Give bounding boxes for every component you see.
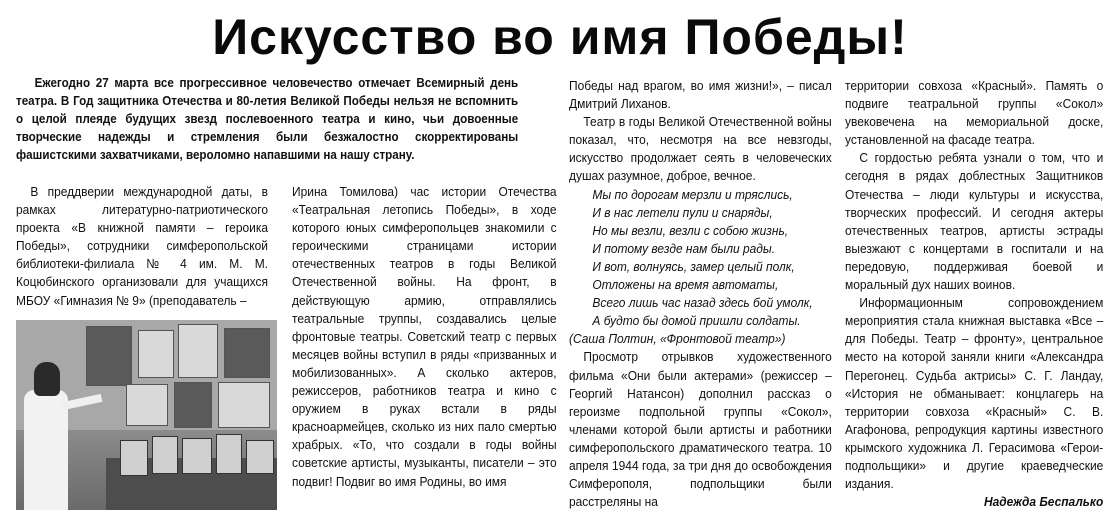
column-1 bbox=[16, 183, 268, 310]
photo-book bbox=[152, 436, 178, 474]
col4-paragraph-3: Информационным сопровождением мероприятия стала книжная выставка «Все – для Победы. Театр – фронту», центральное место на которой заняли книги «Александра Перегонец. Судьба актрисы» С. Г. Ландау, «История не обманывает: концлагерь на территории совхоза «Красный» С. В. Агафонова, репродукция картины известного крымского художника Л. Герасимова «Герои-подпольщики» и другие краеведческие издания. bbox=[845, 295, 1104, 492]
poem-line: И в нас летели пули и снаряды, bbox=[592, 204, 773, 220]
photo-girl-hair bbox=[34, 362, 60, 396]
poem-line: И потому везде нам были рады. bbox=[592, 240, 776, 256]
photo-poster bbox=[126, 384, 168, 426]
col2-paragraph-1: Ирина Томилова) час истории Отечества «Театральная летопись Победы», в ходе которого юных симферопольцев знакомили с героическими страницами истории отечественных театров в годы Великой Отечественной войны. На фронт, в действующую армию, отправлялись театральные труппы, создавались целые фронтовые театры. Советский театр с первых месяцев войны вступил в ряды «призванных и мобилизованных». А сколько актеров, режиссеров, работников театра и кино с оружием в руках встали в ряды красноармейцев, сколько из них пало смертью храбрых. «То, что создали в годы войны советские артисты, музыканты, писатели – это подвиг! Подвиг во имя Родины, во имя bbox=[292, 184, 557, 489]
photo-poster bbox=[178, 324, 218, 378]
col4-paragraph-1: территории совхоза «Красный». Память о подвиге театральной группы «Сокол» увековечена на мемориальной доске, установленной на фасаде театра. bbox=[845, 78, 1104, 148]
photo-poster bbox=[86, 326, 132, 386]
col4-paragraph-2: С гордостью ребята узнали о том, что и сегодня в рядах доблестных Защитников Отечества – люди культуры и искусства, творческих профессий. И сегодня актеры отечественных театров, артисты эстрады выезжают с концертами в госпитали и на передовую, поддерживая боевой и моральный дух наших воинов. bbox=[845, 150, 1104, 293]
photo-poster bbox=[224, 328, 270, 378]
article-headline: Искусство во имя Победы! bbox=[212, 9, 908, 65]
poem-line: Всего лишь час назад здесь бой умолк, bbox=[592, 295, 813, 311]
photo-girl bbox=[24, 390, 68, 510]
col1-paragraph-1: В преддверии международной даты, в рамках литературно-патриотического проекта «В книжной памяти – героика Победы», сотрудники симферопольской библиотеки-филиала № 4 им. М. М. Коцюбинского организовали для учащихся МБОУ «Гимназия № 9» (преподаватель – bbox=[16, 184, 269, 308]
poem-line: Мы по дорогам мерзли и тряслись, bbox=[592, 186, 793, 202]
article-lead: Ежегодно 27 марта все прогрессивное человечество отмечает Всемирный день театра. В Год защитника Отечества и 80-летия Великой Победы нельзя не вспомнить о целой плеяде будущих звезд послевоенного театра и кино, чьи довоенные творческие надежды и стремления были безжалостно скорректированы фашистскими захватчиками, вероломно напавшими на нашу страну. bbox=[16, 76, 519, 162]
poem-line: Но мы везли, везли с собою жизнь, bbox=[592, 222, 789, 238]
poem bbox=[569, 186, 832, 349]
photo-poster bbox=[138, 330, 174, 378]
poem-line: А будто бы домой пришли солдаты. bbox=[592, 313, 801, 329]
photo-poster bbox=[218, 382, 270, 428]
photo-book bbox=[120, 440, 148, 476]
photo-book bbox=[216, 434, 242, 474]
poem-line: И вот, волнуясь, замер целый полк, bbox=[592, 258, 795, 274]
event-photo bbox=[16, 320, 277, 510]
photo-book bbox=[246, 440, 274, 474]
photo-poster bbox=[174, 382, 212, 428]
photo-book bbox=[182, 438, 212, 474]
col3-paragraph-1: Победы над врагом, во имя жизни!», – писал Дмитрий Лиханов. bbox=[569, 78, 832, 112]
poem-source: (Саша Полтин, «Фронтовой театр») bbox=[569, 331, 786, 347]
author-signature: Надежда Беспалько bbox=[983, 494, 1104, 510]
column-2 bbox=[292, 183, 557, 491]
col3-paragraph-2: Театр в годы Великой Отечественной войны показал, что, несмотря на все невзгоды, искусство продолжает сеять в человеческих душах разумное, доброе, вечное. bbox=[569, 114, 832, 184]
col3-paragraph-3: Просмотр отрывков художественного фильма «Они были актерами» (режиссер – Георгий Натансон) дополнил рассказ о героизме подпольной группы «Сокол», членами которой были артисты и работники симферопольского драматического театра. 10 апреля 1944 года, за три дня до освобождения Симферополя, подпольщики были расстреляны на bbox=[569, 349, 832, 510]
column-4 bbox=[845, 77, 1103, 511]
column-3 bbox=[569, 77, 832, 511]
poem-line: Отложены на время автоматы, bbox=[592, 277, 779, 293]
